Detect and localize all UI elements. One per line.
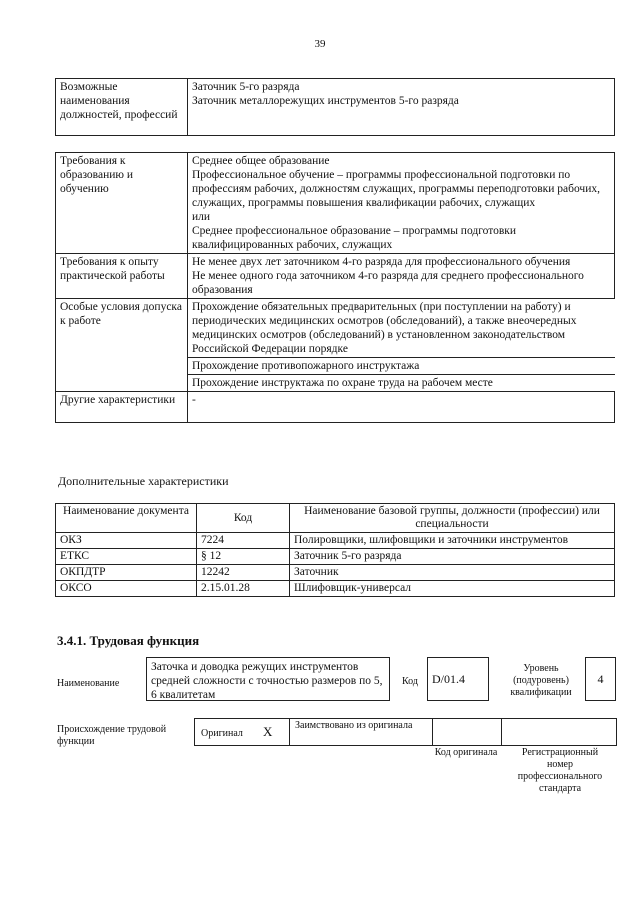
table-row xyxy=(56,549,615,565)
condition-item: Прохождение противопожарного инструктажа xyxy=(188,357,615,374)
reg-number-label: Регистрационный номер профессионального стандарта xyxy=(517,747,603,794)
table-row xyxy=(56,533,615,549)
profession-item: Заточник 5-го разряда xyxy=(192,81,300,93)
education-line: Среднее профессиональное образование – программы подготовки квалифицированных рабочих, служащих xyxy=(192,225,517,251)
section-title: 3.4.1. Трудовая функция xyxy=(57,633,200,648)
other-value: - xyxy=(188,392,615,423)
code-label: Код xyxy=(402,676,418,687)
page-number: 39 xyxy=(314,38,326,50)
cell-doc: ОКЗ xyxy=(56,533,197,549)
origin-label: Происхождение трудовой функции xyxy=(57,724,167,747)
level-label: Уровень (подуровень) квалификации xyxy=(510,663,572,698)
other-label: Другие характеристики xyxy=(56,392,188,423)
cell-code: 12242 xyxy=(197,565,290,581)
header-name: Наименование базовой группы, должности (профессии) или специальности xyxy=(290,504,615,533)
education-label: Требования к образованию и обучению xyxy=(56,153,188,254)
cell-name: Полировщики, шлифовщики и заточники инструментов xyxy=(290,533,615,549)
level-value: 4 xyxy=(585,657,616,701)
table-row xyxy=(56,581,615,597)
cell-doc: ОКПДТР xyxy=(56,565,197,581)
code-original-label: Код оригинала xyxy=(434,747,498,758)
professions-table xyxy=(55,78,615,136)
experience-label: Требования к опыту практической работы xyxy=(56,254,188,299)
conditions-values xyxy=(188,299,615,392)
professions-label: Возможные наименования должностей, профессий xyxy=(56,79,188,136)
function-name: Заточка и доводка режущих инструментов средней сложности с точностью размеров по 5, 6 квалитетам xyxy=(146,657,390,701)
original-label: Оригинал xyxy=(201,728,243,739)
divider xyxy=(432,719,433,745)
divider xyxy=(501,719,502,745)
experience-values xyxy=(188,254,615,299)
function-code: D/01.4 xyxy=(427,657,489,701)
profession-item: Заточник металлорежущих инструментов 5-го разряда xyxy=(192,95,459,107)
additional-title: Дополнительные характеристики xyxy=(58,474,229,488)
additional-table xyxy=(55,503,615,597)
cell-name: Заточник 5-го разряда xyxy=(290,549,615,565)
education-line: или xyxy=(192,211,211,223)
professions-values xyxy=(188,79,615,136)
cell-name: Заточник xyxy=(290,565,615,581)
original-mark: X xyxy=(263,724,273,739)
condition-item: Прохождение обязательных предварительных (при поступлении на работу) и периодических медицинских осмотров (обследований), а также внеочередных медицинских осмотров (обследований) в установленном законодательством Российской Федерации порядке xyxy=(192,301,577,355)
experience-line: Не менее двух лет заточником 4-го разряда для профессионального обучения xyxy=(192,256,571,268)
cell-doc: ОКСО xyxy=(56,581,197,597)
name-label: Наименование xyxy=(57,678,120,689)
header-code: Код xyxy=(197,504,290,533)
borrowed-label: Заимствовано из оригинала xyxy=(295,720,413,731)
education-line: Профессиональное обучение – программы профессиональной подготовки по профессиям рабочих, должностям служащих, программы переподготовки рабочих, служащих, программы повышения квалификации рабочих, служащих xyxy=(192,169,600,209)
experience-line: Не менее одного года заточником 4-го разряда для среднего профессионального образования xyxy=(192,270,584,296)
table-row xyxy=(56,565,615,581)
education-values xyxy=(188,153,615,254)
header-doc: Наименование документа xyxy=(56,504,197,533)
requirements-table xyxy=(55,152,615,423)
education-line: Среднее общее образование xyxy=(192,155,330,167)
cell-code: § 12 xyxy=(197,549,290,565)
cell-code: 7224 xyxy=(197,533,290,549)
cell-doc: ЕТКС xyxy=(56,549,197,565)
cell-code: 2.15.01.28 xyxy=(197,581,290,597)
origin-row xyxy=(194,718,617,746)
conditions-label: Особые условия допуска к работе xyxy=(56,299,188,392)
cell-name: Шлифовщик-универсал xyxy=(290,581,615,597)
condition-item: Прохождение инструктажа по охране труда на рабочем месте xyxy=(188,374,615,391)
divider xyxy=(289,719,290,745)
